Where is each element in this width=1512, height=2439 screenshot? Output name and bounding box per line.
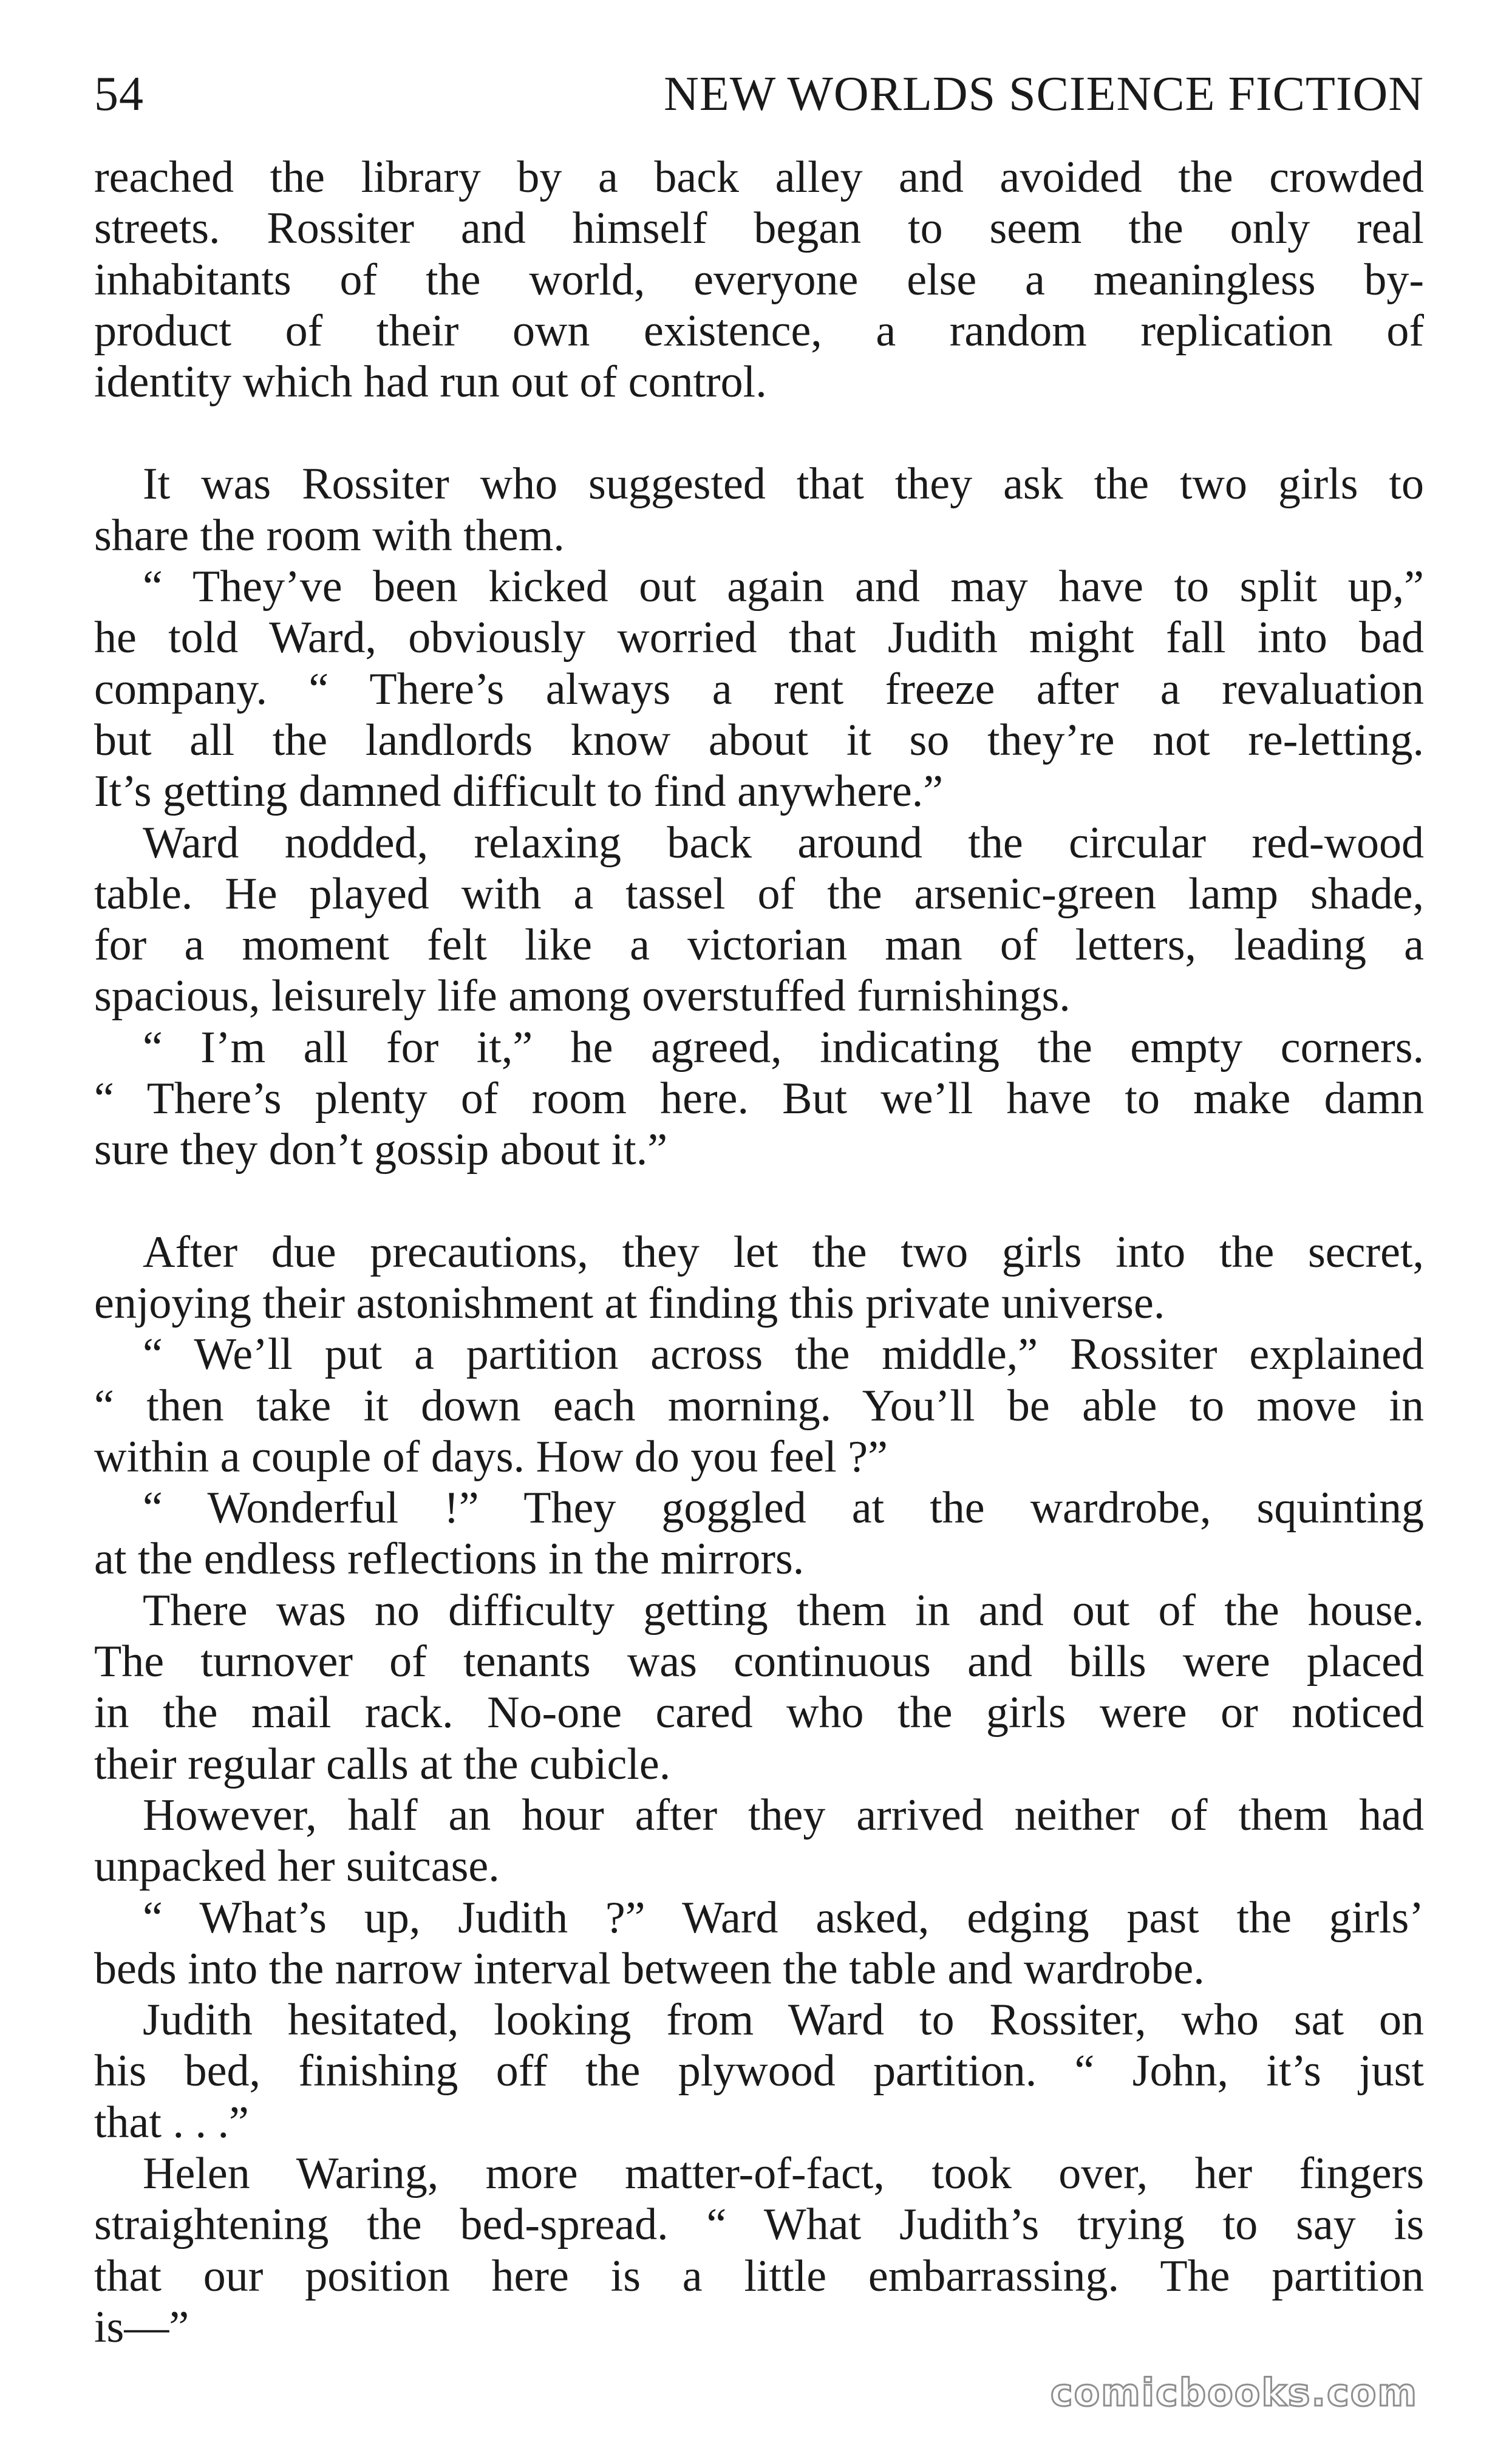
- text-line: enjoying their astonishment at finding this private universe.: [94, 1278, 1165, 1328]
- running-title: NEW WORLDS SCIENCE FICTION: [664, 67, 1424, 121]
- text-line: unpacked her suitcase.: [94, 1841, 500, 1892]
- paragraph: [94, 1892, 1424, 1995]
- paragraph: [94, 459, 1424, 561]
- text-line: “ We’ll put a partition across the middle,” Rossiter explained: [143, 1329, 1424, 1380]
- text-line: “ then take it down each morning. You’ll be able to move in: [94, 1380, 1424, 1431]
- paragraph: [94, 1482, 1424, 1585]
- text-line: “ Wonderful !” They goggled at the wardrobe, squinting: [143, 1483, 1424, 1533]
- watermark-logo: [1051, 2370, 1418, 2415]
- text-line: product of their own existence, a random replication of: [94, 305, 1424, 356]
- text-line: within a couple of days. How do you feel ?”: [94, 1431, 888, 1482]
- text-line: inhabitants of the world, everyone else a meaningless by-: [94, 254, 1424, 305]
- text-line: beds into the narrow interval between the table and wardrobe.: [94, 1943, 1205, 1994]
- paragraph: [94, 1790, 1424, 1892]
- text-line: Ward nodded, relaxing back around the circular red-wood: [143, 817, 1424, 868]
- text-line: Helen Waring, more matter-of-fact, took over, her fingers: [143, 2148, 1424, 2199]
- text-line: After due precautions, they let the two girls into the secret,: [143, 1227, 1424, 1277]
- text-line: table. He played with a tassel of the arsenic-green lamp shade,: [94, 868, 1424, 919]
- paragraph: [94, 1329, 1424, 1482]
- text-line: It was Rossiter who suggested that they ask the two girls to: [143, 459, 1424, 510]
- text-line: “ I’m all for it,” he agreed, indicating the empty corners.: [143, 1022, 1424, 1073]
- text-line: but all the landlords know about it so they’re not re-letting.: [94, 715, 1424, 765]
- text-line: that . . .”: [94, 2097, 249, 2147]
- text-line: in the mail rack. No-one cared who the girls were or noticed: [94, 1688, 1424, 1738]
- paragraph: [94, 1994, 1424, 2148]
- paragraph: [94, 817, 1424, 1022]
- text-line: “ What’s up, Judith ?” Ward asked, edging past the girls’: [143, 1892, 1424, 1943]
- text-line: straightening the bed-spread. “ What Judith’s trying to say is: [94, 2200, 1424, 2250]
- watermark-text: comicbooks.com: [1050, 2370, 1418, 2415]
- text-line: streets. Rossiter and himself began to seem the only real: [94, 203, 1424, 254]
- text-line: his bed, finishing off the plywood partition. “ John, it’s just: [94, 2046, 1424, 2096]
- text-line: It’s getting damned difficult to find anywhere.”: [94, 766, 944, 817]
- paragraph: [94, 561, 1424, 817]
- text-line: he told Ward, obviously worried that Judith might fall into bad: [94, 613, 1424, 663]
- paragraph-gap: [94, 408, 1424, 459]
- text-line: is—”: [94, 2302, 189, 2352]
- text-line: share the room with them.: [94, 510, 565, 561]
- text-line: There was no difficulty getting them in and out of the house.: [143, 1585, 1424, 1636]
- paragraph-gap: [94, 1176, 1424, 1227]
- paragraph: [94, 152, 1424, 408]
- running-head: [94, 61, 1424, 152]
- paragraph: [94, 1022, 1424, 1176]
- paragraph: [94, 1585, 1424, 1790]
- text-line: “ They’ve been kicked out again and may have to split up,”: [143, 562, 1424, 612]
- paragraph: [94, 1227, 1424, 1329]
- text-line: reached the library by a back alley and avoided the crowded: [94, 152, 1424, 202]
- text-line: Judith hesitated, looking from Ward to Rossiter, who sat on: [143, 1995, 1424, 2045]
- text-line: company. “ There’s always a rent freeze after a revaluation: [94, 664, 1424, 714]
- book-page: [94, 61, 1424, 2353]
- paragraph: [94, 2148, 1424, 2353]
- text-line: sure they don’t gossip about it.”: [94, 1125, 668, 1175]
- page-number: 54: [94, 67, 144, 121]
- text-line: “ There’s plenty of room here. But we’ll have to make damn: [94, 1074, 1424, 1124]
- text-line: However, half an hour after they arrived neither of them had: [143, 1790, 1424, 1840]
- text-line: at the endless reflections in the mirrors.: [94, 1534, 805, 1584]
- text-line: that our position here is a little embarrassing. The partition: [94, 2251, 1424, 2301]
- text-line: The turnover of tenants was continuous and bills were placed: [94, 1637, 1424, 1687]
- text-line: their regular calls at the cubicle.: [94, 1739, 671, 1789]
- text-line: for a moment felt like a victorian man of letters, leading a: [94, 920, 1424, 970]
- text-line: identity which had run out of control.: [94, 357, 767, 408]
- text-line: spacious, leisurely life among overstuffed furnishings.: [94, 971, 1071, 1022]
- body-text: [94, 152, 1424, 2353]
